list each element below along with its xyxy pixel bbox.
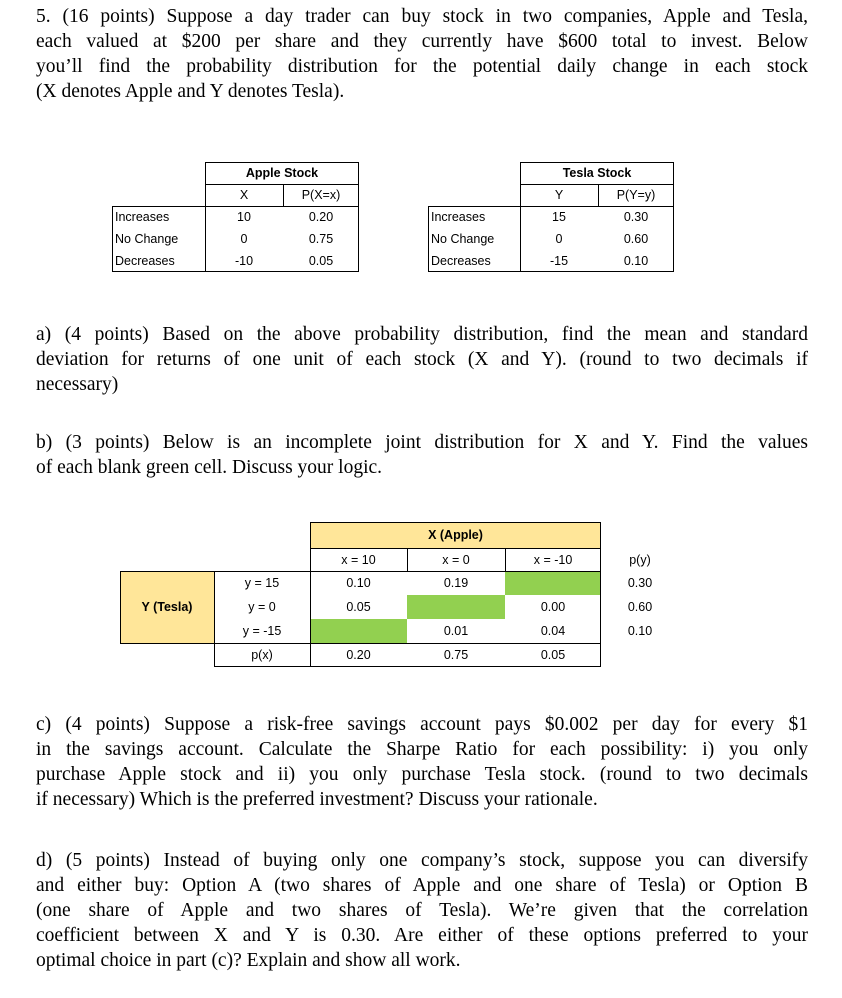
joint-px-value: 0.05 — [540, 648, 566, 662]
joint-cell: 0.10 — [346, 576, 371, 590]
apple-table-title: Apple Stock — [245, 166, 319, 180]
tesla-row-label: No Change — [431, 232, 495, 246]
apple-row-x: 10 — [237, 210, 251, 224]
joint-px-label: p(x) — [251, 648, 273, 662]
tesla-col-p: P(Y=y) — [616, 188, 656, 202]
joint-cell: 0.05 — [346, 600, 371, 614]
part-a-line: deviation for returns of one unit of each stock (X and Y). (round to two decimals if — [36, 349, 808, 370]
joint-py-value: 0.60 — [627, 600, 653, 614]
tesla-row-label: Increases — [431, 210, 486, 224]
tesla-row-y: 15 — [552, 210, 566, 224]
intro-line: each valued at $200 per share and they currently have $600 total to invest. Below — [36, 31, 808, 52]
part-d-line: d) (5 points) Instead of buying only one company’s stock, suppose you can diversify — [36, 850, 808, 871]
intro-line: (X denotes Apple and Y denotes Tesla). — [36, 81, 345, 102]
joint-col-header: x = -10 — [533, 553, 573, 567]
joint-cell: 0.04 — [540, 624, 566, 638]
tesla-row-label: Decreases — [431, 254, 491, 268]
part-c — [36, 712, 808, 812]
joint-cell: 0.19 — [443, 576, 469, 590]
joint-col-header: x = 0 — [442, 553, 470, 567]
part-c-line: purchase Apple stock and ii) you only purchase Tesla stock. (round to two decimals — [36, 764, 808, 785]
apple-col-p: P(X=x) — [301, 188, 341, 202]
part-d-line: (one share of Apple and two shares of Tesla). We’re given that the correlation — [36, 900, 808, 921]
part-b-line: b) (3 points) Below is an incomplete joint distribution for X and Y. Find the values — [36, 432, 808, 453]
joint-py-value: 0.10 — [627, 624, 653, 638]
tesla-row-p: 0.60 — [623, 232, 649, 246]
part-d-line: coefficient between X and Y is 0.30. Are either of these options preferred to your — [36, 925, 808, 946]
joint-col-header: x = 10 — [341, 553, 376, 567]
apple-row-label: Decreases — [115, 254, 175, 268]
apple-row-x: 0 — [240, 232, 248, 246]
joint-row-label: y = 0 — [248, 600, 276, 614]
part-c-line: c) (4 points) Suppose a risk-free savings account pays $0.002 per day for every $1 — [36, 714, 808, 735]
joint-py-value: 0.30 — [627, 576, 653, 590]
part-d-line: and either buy: Option A (two shares of Apple and one share of Tesla) or Option B — [36, 875, 808, 896]
joint-row-label: y = -15 — [242, 624, 282, 638]
tesla-row-y: 0 — [555, 232, 563, 246]
apple-row-label: No Change — [115, 232, 179, 246]
part-a — [36, 322, 808, 397]
apple-row-label: Increases — [115, 210, 170, 224]
joint-row-label: y = 15 — [244, 576, 280, 590]
apple-row-p: 0.05 — [308, 254, 334, 268]
tesla-col-y: Y — [554, 188, 564, 202]
part-a-line: a) (4 points) Based on the above probability distribution, find the mean and standard — [36, 324, 808, 345]
joint-x-header: X (Apple) — [428, 528, 483, 542]
question-intro — [36, 4, 808, 104]
joint-px-value: 0.20 — [346, 648, 371, 662]
tesla-row-y: -15 — [549, 254, 569, 268]
joint-cell: 0.00 — [540, 600, 566, 614]
apple-col-x: X — [239, 188, 249, 202]
joint-py-header: p(y) — [629, 553, 651, 567]
joint-cell: 0.01 — [443, 624, 469, 638]
part-c-line: if necessary) Which is the preferred investment? Discuss your rationale. — [36, 789, 598, 810]
joint-px-value: 0.75 — [443, 648, 469, 662]
apple-row-p: 0.20 — [308, 210, 334, 224]
joint-y-header: Y (Tesla) — [141, 600, 193, 614]
tesla-row-p: 0.10 — [623, 254, 649, 268]
intro-line: you’ll find the probability distribution for the potential daily change in each stock — [36, 56, 808, 77]
apple-row-x: -10 — [234, 254, 254, 268]
part-d — [36, 848, 808, 973]
part-a-line: necessary) — [36, 374, 119, 395]
tesla-row-p: 0.30 — [623, 210, 649, 224]
part-c-line: in the savings account. Calculate the Sharpe Ratio for each possibility: i) you only — [36, 739, 808, 760]
intro-line: 5. (16 points) Suppose a day trader can buy stock in two companies, Apple and Tesla, — [36, 6, 808, 27]
part-b-line: of each blank green cell. Discuss your logic. — [36, 457, 383, 478]
apple-row-p: 0.75 — [308, 232, 334, 246]
part-d-line: optimal choice in part (c)? Explain and show all work. — [36, 950, 461, 971]
tesla-table-title: Tesla Stock — [562, 166, 632, 180]
part-b — [36, 430, 808, 480]
